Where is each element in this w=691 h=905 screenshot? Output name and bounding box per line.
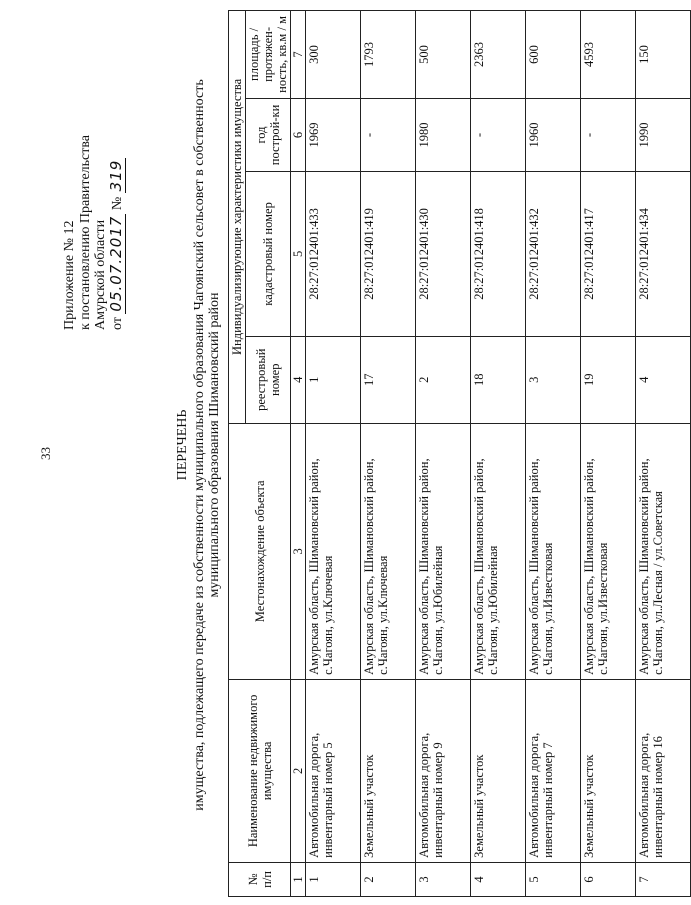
cell-cadastral: 28:27:012401:432 [526, 172, 581, 337]
appendix-block [62, 10, 125, 330]
header-area: площадь / протяжен-ность, кв.м / м [246, 11, 291, 99]
cell-reg-no: 2 [416, 336, 471, 423]
document-title-line-2: муниципального образования Шимановский район [207, 292, 222, 598]
document-heading: ПЕРЕЧЕНЬ [175, 409, 190, 481]
cell-year: 1969 [306, 98, 361, 171]
cell-area: 150 [636, 11, 691, 99]
cell-area: 300 [306, 11, 361, 99]
table-row [526, 11, 581, 897]
cell-num: 3 [416, 862, 471, 896]
cell-cadastral: 28:27:012401:430 [416, 172, 471, 337]
cell-cadastral: 28:27:012401:419 [361, 172, 416, 337]
cell-reg-no: 19 [581, 336, 636, 423]
appendix-line-1: Приложение № 12 [62, 220, 77, 330]
cell-name: Земельный участок [361, 679, 416, 862]
cell-year: - [581, 98, 636, 171]
cell-year: 1990 [636, 98, 691, 171]
cell-num: 5 [526, 862, 581, 896]
table-row [416, 11, 471, 897]
cell-num: 6 [581, 862, 636, 896]
header-num: № п/п [229, 862, 291, 896]
header-reg-no: реестровый номер [246, 336, 291, 423]
table-row [636, 11, 691, 897]
cell-num: 7 [636, 862, 691, 896]
cell-num: 1 [306, 862, 361, 896]
cell-reg-no: 18 [471, 336, 526, 423]
cell-name: Автомобильная дорога, инвентарный номер 16 [636, 679, 691, 862]
column-number: 6 [291, 98, 306, 171]
cell-year: 1980 [416, 98, 471, 171]
cell-area: 600 [526, 11, 581, 99]
cell-cadastral: 28:27:012401:417 [581, 172, 636, 337]
cell-name: Земельный участок [581, 679, 636, 862]
cell-name: Автомобильная дорога, инвентарный номер 5 [306, 679, 361, 862]
cell-location: Амурская область, Шимановский район, с.Чагоян, ул.Юбилейная [416, 423, 471, 679]
table-row [361, 11, 416, 897]
cell-area: 4593 [581, 11, 636, 99]
cell-location: Амурская область, Шимановский район, с.Чагоян, ул.Лесная / ул.Советская [636, 423, 691, 679]
header-cadastral: кадастровый номер [246, 172, 291, 337]
cell-reg-no: 4 [636, 336, 691, 423]
cell-area: 2363 [471, 11, 526, 99]
column-number: 5 [291, 172, 306, 337]
header-location: Местонахождение объекта [229, 423, 291, 679]
column-number-row [291, 11, 306, 897]
cell-cadastral: 28:27:012401:433 [306, 172, 361, 337]
cell-num: 4 [471, 862, 526, 896]
cell-cadastral: 28:27:012401:418 [471, 172, 526, 337]
cell-year: - [471, 98, 526, 171]
header-year: год построй-ки [246, 98, 291, 171]
table-row [471, 11, 526, 897]
table-header-row [229, 11, 246, 897]
cell-year: 1960 [526, 98, 581, 171]
cell-area: 500 [416, 11, 471, 99]
cell-reg-no: 1 [306, 336, 361, 423]
document-title-line-1: имущества, подлежащего передаче из собственности муниципального образования Чагоянский сельсовет в собственность [192, 79, 207, 811]
column-number: 4 [291, 336, 306, 423]
cell-location: Амурская область, Шимановский район, с.Чагоян, ул.Юбилейная [471, 423, 526, 679]
cell-reg-no: 17 [361, 336, 416, 423]
cell-cadastral: 28:27:012401:434 [636, 172, 691, 337]
cell-area: 1793 [361, 11, 416, 99]
property-table [228, 10, 691, 897]
header-name: Наименование недвижимого имущества [229, 679, 291, 862]
cell-location: Амурская область, Шимановский район, с.Чагоян, ул.Ключевая [306, 423, 361, 679]
number-prefix: № [109, 196, 125, 211]
column-number: 3 [291, 423, 306, 679]
cell-name: Земельный участок [471, 679, 526, 862]
date-prefix: от [109, 317, 125, 330]
handwritten-number: 319 [106, 159, 125, 192]
cell-location: Амурская область, Шимановский район, с.Чагоян, ул.Ключевая [361, 423, 416, 679]
table-row [306, 11, 361, 897]
column-number: 7 [291, 11, 306, 99]
appendix-date-line [106, 10, 126, 330]
cell-reg-no: 3 [526, 336, 581, 423]
handwritten-date: 05.07.2017 [106, 215, 125, 312]
appendix-line-3: Амурской области [93, 219, 108, 330]
appendix-line-2: к постановлению Правительства [77, 134, 93, 330]
cell-location: Амурская область, Шимановский район, с.Чагоян, ул.Известковая [526, 423, 581, 679]
table-row [581, 11, 636, 897]
cell-year: - [361, 98, 416, 171]
title-block [175, 65, 222, 825]
cell-name: Автомобильная дорога, инвентарный номер 9 [416, 679, 471, 862]
column-number: 2 [291, 679, 306, 862]
page-number: 33 [38, 447, 53, 460]
header-characteristics: Индивидуализирующие характеристики имущества [229, 11, 246, 424]
column-number: 1 [291, 862, 306, 896]
cell-location: Амурская область, Шимановский район, с.Чагоян, ул.Известковая [581, 423, 636, 679]
cell-num: 2 [361, 862, 416, 896]
cell-name: Автомобильная дорога, инвентарный номер 7 [526, 679, 581, 862]
